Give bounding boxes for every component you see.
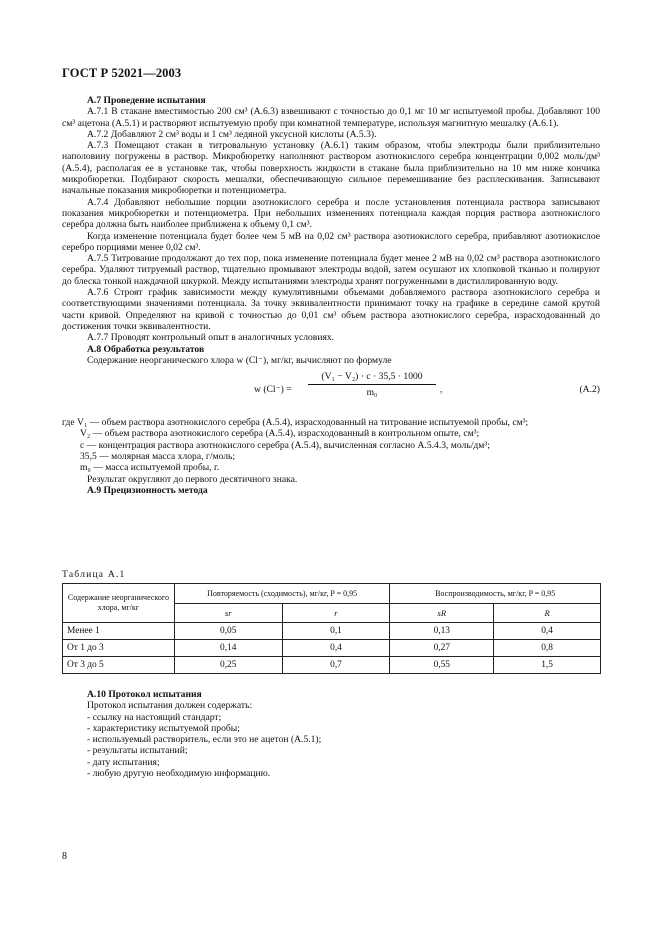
paragraph-a7-4: А.7.4 Добавляют небольшие порции азотнокислого серебра и после установления потенциала раствора записывают показания микробюретки и потенциометра. При небольших изменениях потенциала каждая порция раствора азотнокислого серебра должна быть наиболее приближена к объему 0,1 см³. [62,196,600,231]
formula-number: (А.2) [579,384,600,396]
section-a7-heading: А.7 Проведение испытания [87,95,206,106]
list-item: - характеристику испытуемой пробы; [87,722,240,734]
formula-legend [62,417,600,473]
header-repeatability: Повторяемость (сходимость), мг/кг, P = 0,95 [174,584,390,604]
list-item: - результаты испытаний; [87,745,188,757]
cell-r: 0,4 [282,640,390,657]
paragraph-a7-4-cont: Когда изменение потенциала будет более чем 5 мВ на 0,02 см³ раствора азотнокислого серебра, прибавляют азотнокислое серебро порциями менее 0,02 см³. [62,230,600,253]
row-label: Менее 1 [63,623,175,640]
paragraph-a7-6: А.7.6 Строят график зависимости между кумулятивными объемами добавляемого раствора азотнокислого серебра и соответствующими значениями потенциала. За точку эквивалентности принимают точку на графике в середине самой крутой части кривой. Определяют на кривой с точностью до 0,01 см³ объем раствора азотнокислого серебра, израсходованный до достижения точки эквивалентности. [62,287,600,332]
table-row [63,657,601,674]
list-item: - ссылку на настоящий стандарт; [87,711,222,723]
list-item: - любую другую необходимую информацию. [87,768,271,780]
paragraph-a7-7: А.7.7 Проводят контрольный опыт в аналогичных условиях. [87,332,335,344]
protocol-section [62,689,600,779]
header-sR: sR [390,603,494,623]
formula-intro: Содержание неорганического хлора w (Cl⁻), мг/кг, вычисляют по формуле [87,354,392,366]
cell-r: 0,7 [282,657,390,674]
cell-R: 1,5 [494,657,601,674]
list-item: - дату испытания; [87,756,160,768]
row-label: От 3 до 5 [63,657,175,674]
precision-table [62,583,601,674]
header-category: Содержание неорганического хлора, мг/кг [63,584,175,623]
cell-sr: 0,25 [174,657,282,674]
cell-sR: 0,27 [390,640,494,657]
rounding-note: Результат округляют до первого десятичного знака. [87,473,298,485]
paragraph-a7-1: А.7.1 В стакане вместимостью 200 см³ (А.6.3) взвешивают с точностью до 0,1 мг 10 мг испытуемой пробы. Добавляют 100 см³ ацетона (А.5.1) и растворяют испытуемую пробу при комнатной температуре, используя магнитную мешалку (А.6.1). [62,106,600,129]
header-r: r [282,603,390,623]
standard-header: ГОСТ Р 52021—2003 [62,66,182,80]
formula-fraction [308,371,436,399]
main-content [62,95,600,496]
legend-v1: где V₁ — объем раствора азотнокислого серебра (А.5.4), израсходованный на титрование испытуемой пробы, см³; [62,417,529,429]
section-a9-heading: А.9 Прецизионность метода [87,484,208,496]
cell-sR: 0,13 [390,623,494,640]
list-item: - используемый растворитель, если это не ацетон (А.5.1); [87,734,322,746]
cell-R: 0,8 [494,640,601,657]
table-caption: Таблица А.1 [62,569,126,580]
header-R: R [494,603,601,623]
paragraph-a7-5: А.7.5 Титрование продолжают до тех пор, пока изменение потенциала будет менее 2 мВ на 0,02 см³ раствора азотнокислого серебра. Удаляют титруемый раствор, тщательно промывают электроды водой, затем осушают их хлопковой тканью и полируют до блеска тонкой наждачной шкуркой. Между испытаниями электроды хранят погруженными в дистиллированную воду. [62,253,600,287]
page-number: 8 [62,851,67,862]
legend-v2: V₂ — объем раствора азотнокислого серебра (А.5.4), израсходованный в контрольном опыте, см³; [80,428,480,440]
formula-numerator: (V₁ − V₂) · c · 35,5 · 1000 [308,371,436,385]
section-a8-heading: А.8 Обработка результатов [87,343,205,355]
formula-comma: , [440,384,443,396]
legend-molar-mass: 35,5 — молярная масса хлора, г/моль; [80,451,236,463]
section-a10-heading: А.10 Протокол испытания [87,689,202,700]
formula-a2 [62,371,600,413]
cell-sr: 0,05 [174,623,282,640]
cell-R: 0,4 [494,623,601,640]
legend-c: с — концентрация раствора азотнокислого серебра (А.5.4), вычисленная согласно А.5.4.3, моль/дм³; [80,439,490,451]
cell-sR: 0,55 [390,657,494,674]
legend-m0: m₀ — масса испытуемой пробы, г. [80,462,220,474]
row-label: От 1 до 3 [63,640,175,657]
cell-r: 0,1 [282,623,390,640]
formula-lhs: w (Cl⁻) = [254,384,292,396]
protocol-intro: Протокол испытания должен содержать: [87,700,253,712]
formula-denominator: m₀ [366,387,378,399]
table-row [63,640,601,657]
paragraph-a7-3: А.7.3 Помещают стакан в титровальную установку (А.6.1) таким образом, чтобы электроды были приблизительно наполовину погружены в раствор. Микробюретку наполняют раствором азотнокислого серебра концентрации 0,002 моль/дм³ (А.5.4), располагая ее в установке так, чтобы поверхность жидкости в стакане была приблизительно на 10 мм ниже кончика микробюретки. Подбирают скорость мешалки, обеспечивающую сильное перемешивание без расплескивания. Записывают начальные показания микробюретки и потенциометра. [62,140,600,197]
header-sr: sr [174,603,282,623]
cell-sr: 0,14 [174,640,282,657]
header-reproducibility: Воспроизводимость, мг/кг, P = 0,95 [390,584,601,604]
table-row [63,623,601,640]
paragraph-a7-2: А.7.2 Добавляют 2 см³ воды и 1 см³ ледяной уксусной кислоты (А.5.3). [87,128,377,140]
